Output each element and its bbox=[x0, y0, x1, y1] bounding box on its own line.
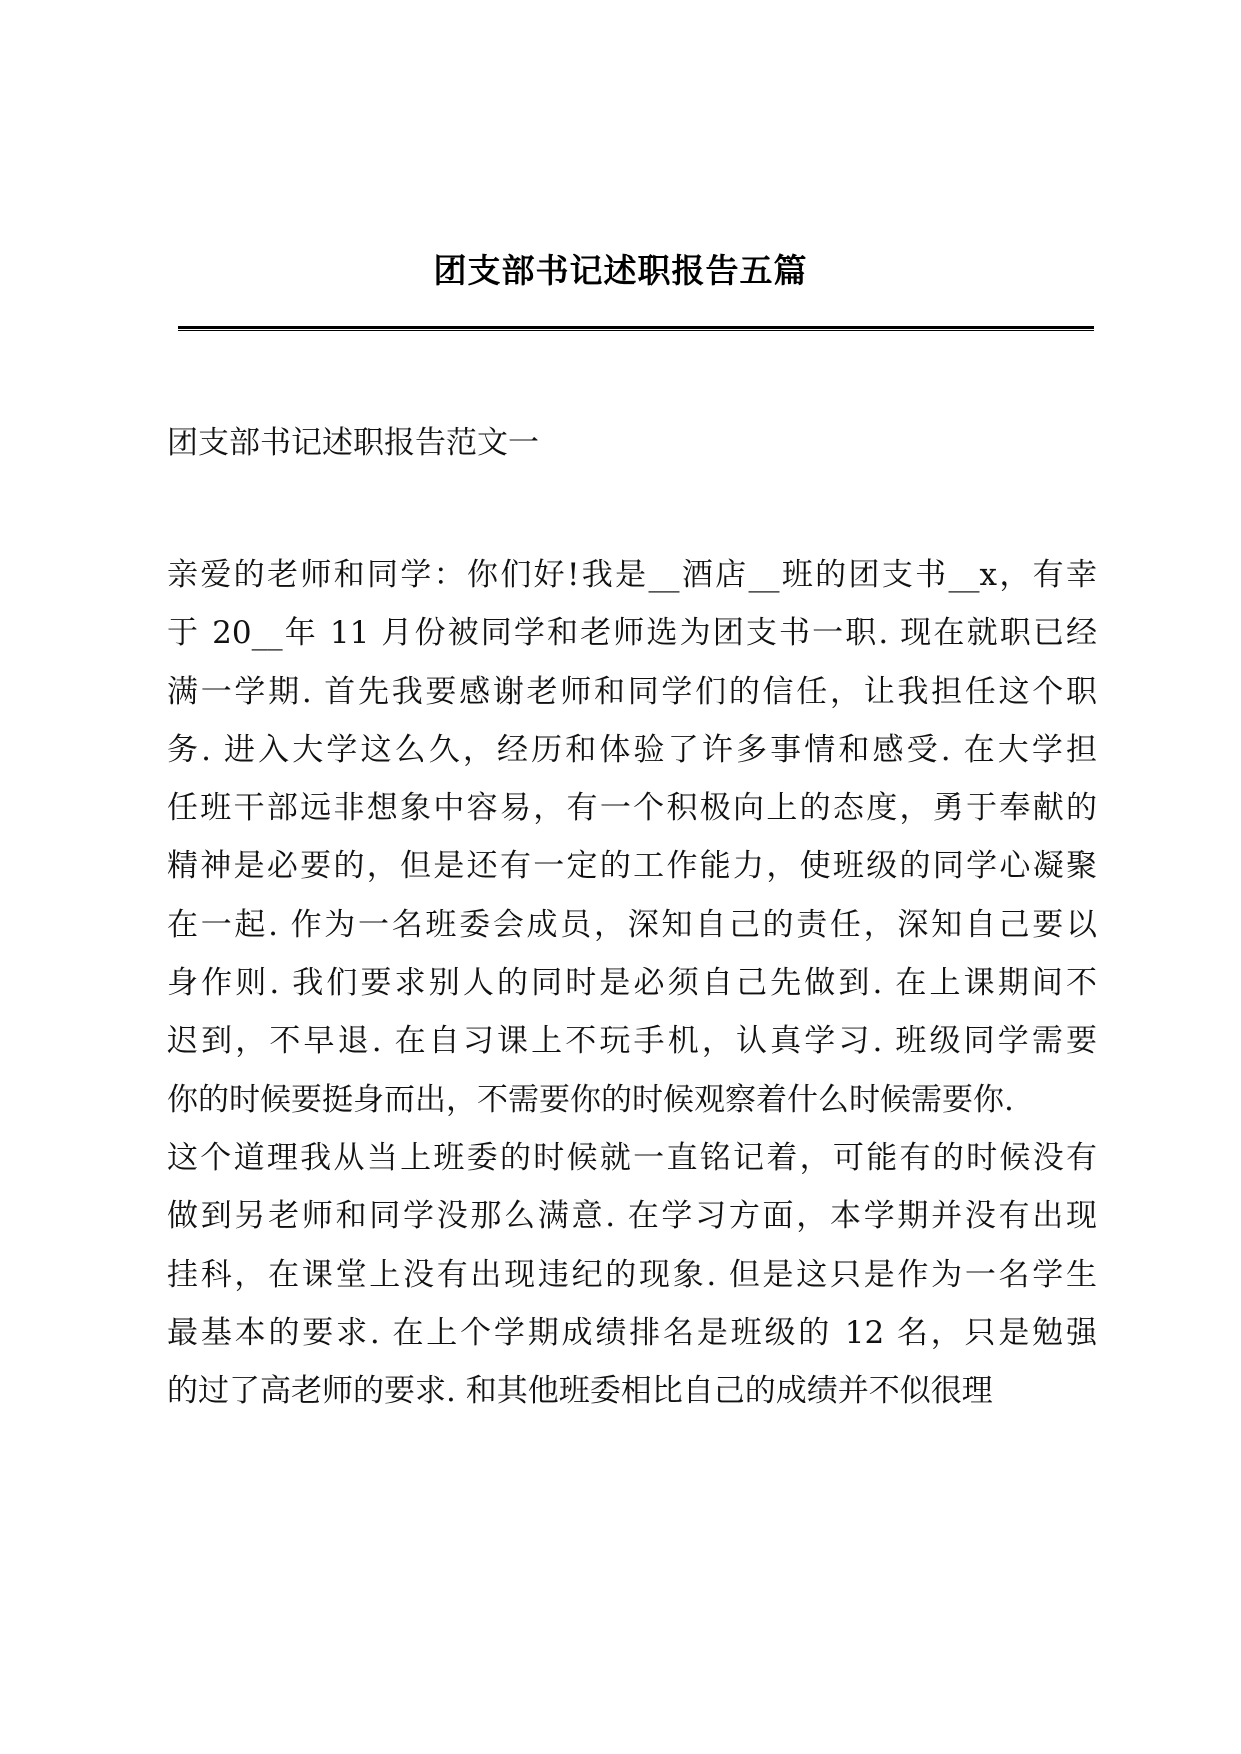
body-line: 亲爱的老师和同学：你们好!我是__酒店__班的团支书__x，有幸 bbox=[167, 557, 1097, 593]
body-line: 这个道理我从当上班委的时候就一直铭记着，可能有的时候没有 bbox=[167, 1139, 1097, 1176]
section-heading: 团支部书记述职报告范文一 bbox=[167, 425, 539, 461]
body-line: 做到另老师和同学没那么满意. 在学习方面，本学期并没有出现 bbox=[167, 1198, 1097, 1235]
body-line: 在一起. 作为一名班委会成员，深知自己的责任，深知自己要以 bbox=[167, 906, 1097, 943]
body-line: 挂科，在课堂上没有出现违纪的现象. 但是这只是作为一名学生 bbox=[167, 1256, 1097, 1293]
title-divider bbox=[178, 326, 1094, 331]
body-line: 你的时候要挺身而出，不需要你的时候观察着什么时候需要你. bbox=[167, 1081, 1014, 1118]
body-line: 最基本的要求. 在上个学期成绩排名是班级的 12 名，只是勉强 bbox=[167, 1314, 1097, 1351]
body-line: 务. 进入大学这么久，经历和体验了许多事情和感受. 在大学担 bbox=[167, 731, 1097, 768]
body-line: 满一学期. 首先我要感谢老师和同学们的信任，让我担任这个职 bbox=[167, 673, 1097, 710]
body-line: 迟到，不早退. 在自习课上不玩手机，认真学习. 班级同学需要 bbox=[167, 1023, 1097, 1060]
body-text bbox=[167, 552, 1097, 1426]
body-line: 的过了高老师的要求. 和其他班委相比自己的成绩并不似很理 bbox=[167, 1373, 993, 1410]
document-title: 团支部书记述职报告五篇 bbox=[433, 251, 808, 290]
body-line: 于 20__年 11 月份被同学和老师选为团支书一职. 现在就职已经 bbox=[167, 615, 1097, 652]
body-line: 精神是必要的，但是还有一定的工作能力，使班级的同学心凝聚 bbox=[167, 848, 1097, 885]
body-line: 身作则. 我们要求别人的同时是必须自己先做到. 在上课期间不 bbox=[167, 965, 1097, 1002]
body-line: 任班干部远非想象中容易，有一个积极向上的态度，勇于奉献的 bbox=[167, 790, 1097, 827]
